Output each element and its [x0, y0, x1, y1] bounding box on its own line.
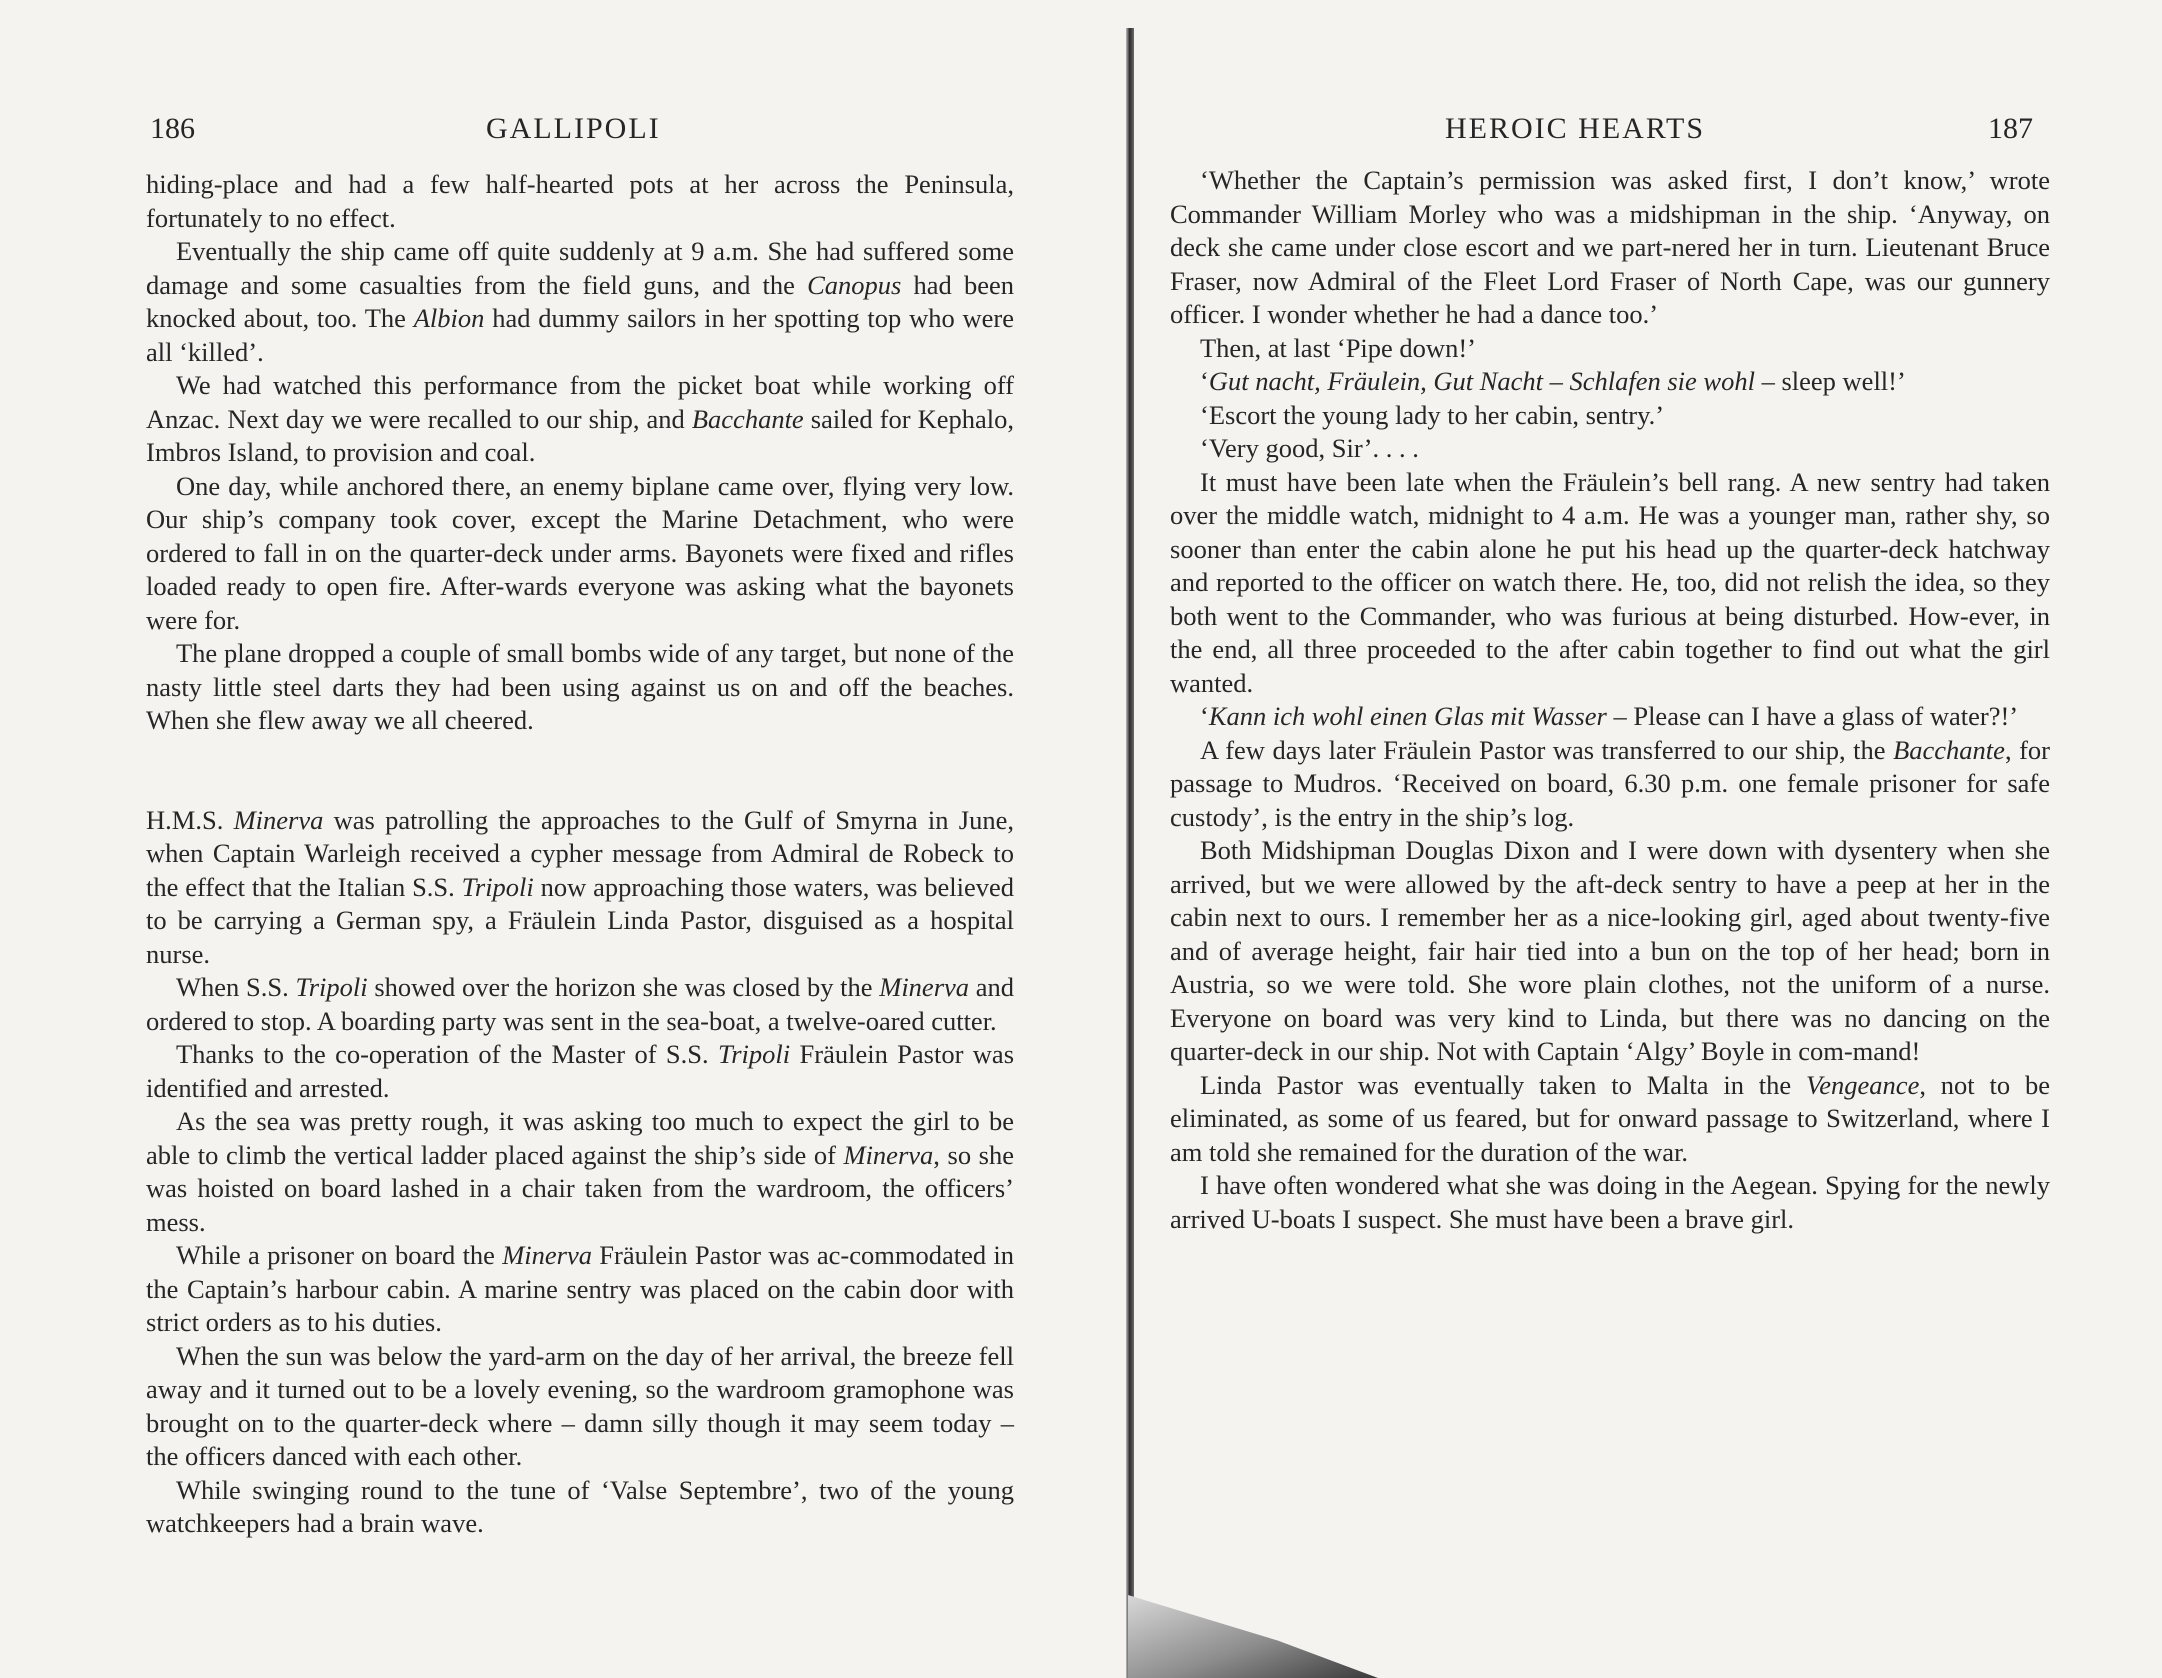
- running-head: GALLIPOLI: [486, 112, 661, 145]
- paragraph: Both Midshipman Douglas Dixon and I were down with dysentery when she arrived, but we were allowed by the aft-deck sentry to have a peep at her in the cabin next to ours. I remember her as a nice-looking girl, aged about twenty-five and of average height, fair hair tied into a bun on the top of her head; born in Austria, so we were told. She wore plain clothes, not the uniform of a nurse. Everyone on board was very kind to Linda, but there was no dancing on the quarter-deck in our ship. Not with Captain ‘Algy’ Boyle in com-mand!: [1170, 835, 2050, 1066]
- paragraph: ‘Gut nacht, Fräulein, Gut Nacht – Schlafen sie wohl – sleep well!’: [1200, 366, 1906, 396]
- paragraph: We had watched this performance from the picket boat while working off Anzac. Next day we were recalled to our ship, and Bacchante sailed for Kephalo, Imbros Island, to provision and coal.: [146, 370, 1014, 467]
- paragraph: The plane dropped a couple of small bombs wide of any target, but none of the nasty little steel darts they had been using against us on and off the beaches. When she flew away we all cheered.: [146, 638, 1014, 735]
- paragraph: While a prisoner on board the Minerva Fräulein Pastor was ac-commodated in the Captain’s harbour cabin. A marine sentry was placed on the cabin door with strict orders as to his duties.: [146, 1240, 1015, 1337]
- paragraph: ‘Escort the young lady to her cabin, sentry.’: [1200, 399, 1665, 430]
- paragraph: Then, at last ‘Pipe down!’: [1200, 332, 1476, 363]
- paragraph: ‘Very good, Sir’. . . .: [1200, 433, 1419, 463]
- book-gutter: [1126, 28, 1134, 1678]
- paragraph: As the sea was pretty rough, it was asking too much to expect the girl to be able to climb the vertical ladder placed against the ship’s side of Minerva, so she was hoisted on board lashed in a chair taken from the wardroom, the officers’ mess.: [146, 1106, 1014, 1237]
- right-page-body: [1170, 164, 2050, 1236]
- paragraph: While swinging round to the tune of ‘Valse Septembre’, two of the young watchkeepers had a brain wave.: [146, 1474, 1014, 1538]
- page-number: 187: [1988, 112, 2033, 145]
- page-number: 186: [150, 112, 195, 145]
- paragraph: One day, while anchored there, an enemy biplane came over, flying very low. Our ship’s company took cover, except the Marine Detachment, who were ordered to fall in on the quarter-deck under arms. Bayonets were fixed and rifles loaded ready to open fire. After-wards everyone was asking what the bayonets were for.: [146, 470, 1014, 635]
- paragraph: When the sun was below the yard-arm on the day of her arrival, the breeze fell away and it turned out to be a lovely evening, so the wardroom gramophone was brought on to the quarter-deck where – damn silly though it may seem today – the officers danced with each other.: [146, 1340, 1014, 1471]
- paragraph: ‘Kann ich wohl einen Glas mit Wasser – Please can I have a glass of water?!’: [1200, 701, 2019, 731]
- right-page: [1140, 0, 2162, 1678]
- left-page-body: [146, 168, 1014, 1541]
- paragraph: Linda Pastor was eventually taken to Malta in the Vengeance, not to be eliminated, as some of us feared, but for onward passage to Switzerland, where I am told she remained for the duration of the war.: [1170, 1069, 2050, 1167]
- paragraph: It must have been late when the Fräulein’s bell rang. A new sentry had taken over the middle watch, midnight to 4 a.m. He was a younger man, rather shy, so sooner than enter the cabin alone he put his head up the quarter-deck hatchway and reported to the officer on watch there. He, too, did not relish the idea, so they both went to the Commander, who was furious at being disturbed. How-ever, in the end, all three proceeded to the after cabin together to find out what the girl wanted.: [1170, 466, 2050, 698]
- paragraph: Thanks to the co-operation of the Master of S.S. Tripoli Fräulein Pastor was identified and arrested.: [146, 1039, 1015, 1103]
- paragraph: Eventually the ship came off quite suddenly at 9 a.m. She had suffered some damage and some casualties from the field guns, and the Canopus had been knocked about, too. The Albion had dummy sailors in her spotting top who were all ‘killed’.: [146, 236, 1015, 367]
- paragraph: hiding-place and had a few half-hearted pots at her across the Peninsula, fortunately to no effect.: [146, 169, 1014, 233]
- paragraph: A few days later Fräulein Pastor was transferred to our ship, the Bacchante, for passage to Mudros. ‘Received on board, 6.30 p.m. one female prisoner for safe custody’, is the entry in the ship’s log.: [1170, 734, 2050, 832]
- paragraph: When S.S. Tripoli showed over the horizon she was closed by the Minerva and ordered to stop. A boarding party was sent in the sea-boat, a twelve-oared cutter.: [146, 972, 1015, 1036]
- paragraph: I have often wondered what she was doing in the Aegean. Spying for the newly arrived U-boats I suspect. She must have been a brave girl.: [1170, 1170, 2050, 1234]
- section-opening-paragraph: H.M.S. Minerva was patrolling the approaches to the Gulf of Smyrna in June, when Captain Warleigh received a cypher message from Admiral de Robeck to the effect that the Italian S.S. Tripoli now approaching those waters, was believed to be carrying a German spy, a Fräulein Linda Pastor, disguised as a hospital nurse.: [146, 804, 1014, 969]
- paragraph: ‘Whether the Captain’s permission was asked first, I don’t know,’ wrote Commander William Morley who was a midshipman in the ship. ‘Anyway, on deck she came under close escort and we part-nered her in turn. Lieutenant Bruce Fraser, now Admiral of the Fleet Lord Fraser of North Cape, was our gunnery officer. I wonder whether he had a dance too.’: [1170, 165, 2050, 329]
- running-head: HEROIC HEARTS: [1445, 112, 1706, 145]
